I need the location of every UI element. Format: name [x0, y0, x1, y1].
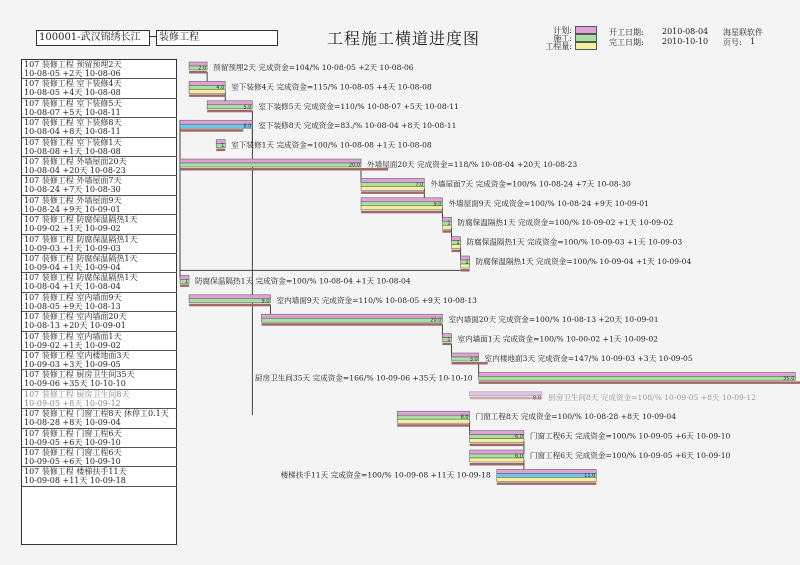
end-date: 2010-10-10: [662, 37, 709, 46]
start-date-label: 开工日期:: [609, 28, 644, 37]
task-bar-label: 室下装修8天 完成资金=83./% 10-08-04 +8天 10-08-11: [258, 121, 457, 131]
task-bar-quantity: [361, 206, 442, 210]
task-bar-actual: [361, 202, 442, 206]
task-title: 107 装修工程 外墙屋面7天: [24, 176, 122, 186]
task-bar-plan: [470, 392, 542, 396]
task-dates: 10-08-28 +8天 10-09-04: [24, 418, 121, 428]
task-bar-blue: [497, 473, 597, 477]
task-bar-value: 20.0: [430, 317, 442, 324]
task-progress-bar: [216, 149, 225, 152]
task-bar-value: 20.0: [348, 162, 360, 169]
task-bar-label: 门窗工程8天 完成资金=100/% 10-08-28 +8天 10-09-04: [475, 412, 677, 422]
task-bar-value: 6.0: [514, 453, 523, 460]
task-bar-value: 9.0: [261, 298, 270, 305]
task-progress-bar: [442, 230, 451, 233]
task-dates: 10-09-08 +11天 10-09-18: [24, 476, 126, 486]
task-bar-quantity: [397, 419, 469, 423]
task-bar-actual: [189, 299, 270, 303]
task-progress-bar: [261, 323, 442, 326]
task-progress-bar: [497, 482, 597, 485]
task-title: 107 装修工程 外墙屋面9天: [24, 195, 122, 205]
task-bar-value: 2.0: [198, 65, 207, 72]
task-bar-label: 外墙屋面9天 完成资金=100/% 10-08-24 +9天 10-09-01: [448, 198, 649, 208]
task-bar-value: 6.0: [514, 434, 523, 441]
page-label: 页号:: [723, 38, 742, 47]
task-bar-label: 室内墙面20天 完成资金=100/% 10-08-13 +20天 10-09-01: [448, 315, 659, 325]
task-bar-label: 室内楼地面3天 完成资金=147/% 10-09-03 +3天 10-09-05: [484, 354, 693, 363]
task-progress-bar: [189, 94, 225, 97]
task-title: 107 装修工程 外墙屋面20天: [24, 157, 127, 166]
task-dates: 10-09-05 +8天 10-09-12: [24, 398, 121, 408]
task-dates: 10-09-06 +35天 10-10-10: [24, 379, 126, 389]
task-title: 107 装修工程 室下装修4天: [24, 79, 122, 89]
task-bar-plan: [180, 120, 252, 124]
project-code-box: 100001-武汉锦绣长江: [36, 30, 150, 46]
task-dates: 10-08-05 +4天 10-08-08: [24, 88, 121, 98]
task-title: 107 装修工程 厨房卫生间8天: [24, 389, 130, 399]
task-bar-plan: [497, 469, 597, 473]
task-title: 107 装修工程 防腐保温隔热1天: [24, 234, 138, 244]
task-title: 107 装修工程 厨房卫生间35天: [24, 370, 135, 380]
task-bar-actual: [261, 318, 442, 322]
task-title: 107 装修工程 防腐保温隔热1天: [24, 215, 138, 225]
task-title: 107 装修工程 室内楼地面3天: [24, 351, 130, 360]
task-title: 107 装修工程 室内墙面9天: [24, 292, 122, 302]
task-bar-actual: [479, 376, 796, 380]
legend-label-quantity: 工程量:: [545, 42, 572, 51]
task-bar-quantity: [497, 477, 597, 481]
task-bar-value: 1: [447, 337, 451, 344]
task-dates: 10-08-07 +5天 10-08-11: [24, 107, 121, 117]
task-progress-bar: [442, 343, 451, 346]
task-progress-bar: [189, 304, 270, 307]
task-progress-bar: [452, 250, 461, 253]
task-progress-bar: [189, 71, 207, 74]
task-bar-blue: [180, 124, 252, 128]
section-name: 装修工程: [159, 32, 199, 43]
task-bar-value: 35.0: [783, 375, 795, 382]
task-bar-value: 1: [465, 259, 469, 266]
task-title: 107 装修工程 室内墙面1天: [24, 331, 122, 341]
software-name: 海星联软件: [723, 28, 763, 37]
task-dates: 10-08-24 +7天 10-08-30: [24, 185, 121, 195]
task-progress-bar: [180, 129, 243, 132]
end-date-label: 完工日期:: [609, 38, 644, 47]
task-bar-label: 防腐保温隔热1天 完成资金=100/% 10-08-04 +1天 10-08-04: [195, 276, 411, 286]
task-bar-value: 8.0: [243, 123, 252, 130]
task-progress-bar: [207, 110, 252, 113]
task-bar-value: 1: [456, 240, 460, 247]
task-bar-plan: [189, 295, 270, 299]
task-progress-bar: [361, 191, 424, 194]
task-bar-label: 门窗工程6天 完成资金=100/% 10-09-05 +6天 10-09-10: [529, 431, 731, 441]
page-number: 1: [750, 37, 756, 46]
task-bar-label: 室下装修1天 完成资金=100/% 10-08-08 +1天 10-08-08: [231, 140, 432, 150]
task-dates: 10-09-05 +6天 10-09-10: [24, 437, 121, 447]
task-title: 107 装修工程 防腐保温隔热1天: [24, 273, 138, 283]
task-dates: 10-09-05 +6天 10-09-10: [24, 457, 121, 466]
task-bar-label: 楼梯扶手11天 完成资金=100/% 10-09-08 +11天 10-09-18: [280, 470, 491, 480]
task-bar-plan: [180, 159, 361, 163]
task-bar-value: 11.0: [584, 472, 596, 479]
legend-label-plan: 计划:: [553, 26, 572, 35]
task-bar-value: 4.0: [216, 84, 225, 91]
task-bar-plan: [397, 411, 469, 415]
task-bar-value: 1: [447, 220, 451, 227]
task-bar-label: 室下装修5天 完成资金=110/% 10-08-07 +5天 10-08-11: [258, 101, 459, 111]
task-bar-value: 3.0: [469, 356, 478, 363]
task-bar-value: 8.0: [460, 414, 469, 421]
task-progress-bar: [397, 424, 469, 427]
task-bar-value: 9.0: [433, 201, 442, 208]
task-dates: 10-09-02 +1天 10-09-02: [24, 340, 121, 350]
task-bar-plan: [361, 198, 442, 202]
task-progress-bar: [180, 168, 388, 171]
task-progress-bar: [180, 284, 189, 287]
task-dates: 10-09-03 +3天 10-09-05: [24, 360, 121, 369]
task-bar-label: 厨房卫生间8天 完成资金=108/% 10-09-05 +8天 10-09-12: [548, 392, 757, 402]
task-progress-bar: [452, 362, 488, 365]
task-bar-label: 外墙屋面20天 完成资金=118/% 10-08-04 +20天 10-08-23: [367, 160, 578, 169]
task-bar-label: 室内墙面1天 完成资金=100/% 10-00-02 +1天 10-09-02: [457, 334, 658, 344]
task-bar-label: 预留预埋2天 完成资金=104/% 10-08-05 +2天 10-08-06: [213, 63, 414, 72]
task-bar-actual: [180, 163, 361, 167]
task-bar-label: 室内墙面9天 完成资金=110/% 10-08-05 +9天 10-08-13: [276, 295, 477, 305]
task-dates: 10-08-04 +1天 10-08-04: [24, 282, 121, 292]
task-bar-label: 室下装修4天 完成资金=115/% 10-08-05 +4天 10-08-08: [231, 82, 432, 92]
task-dates: 10-08-05 +2天 10-08-06: [24, 69, 121, 78]
project-code: 100001: [39, 32, 78, 43]
task-bar-value: 1: [184, 278, 189, 285]
task-progress-bar: [461, 269, 470, 272]
task-dates: 10-08-08 +1天 10-08-08: [24, 146, 121, 156]
task-bar-label: 防腐保温隔热1天 完成资金=100/% 10-09-03 +1天 10-09-03: [466, 237, 683, 247]
task-bar-label: 防腐保温隔热1天 完成资金=100/% 10-09-02 +1天 10-09-02: [457, 218, 674, 228]
task-bar-label: 外墙屋面7天 完成资金=100/% 10-08-24 +7天 10-08-30: [430, 179, 631, 189]
page-title: 工程施工横道进度图: [327, 29, 481, 48]
task-bar-value: 1: [221, 143, 225, 150]
task-title: 107 装修工程 室下装修8天: [24, 118, 122, 128]
task-title: 107 装修工程 室下装修5天: [24, 98, 122, 108]
task-title: 107 装修工程 门窗工程8天 休停工0.1天: [24, 409, 169, 419]
task-dates: 10-09-02 +1天 10-09-02: [24, 224, 121, 234]
task-dates: 10-08-24 +9天 10-09-01: [24, 204, 121, 214]
task-bar-value: 7.0: [415, 181, 424, 188]
task-title: 107 装修工程 预留预埋2天: [24, 60, 122, 69]
task-title: 107 装修工程 室下装修1天: [24, 137, 122, 147]
task-progress-bar: [470, 463, 524, 466]
task-progress-bar: [479, 381, 800, 384]
task-dates: 10-08-05 +9天 10-08-13: [24, 301, 121, 311]
task-dates: 10-09-04 +1天 10-09-04: [24, 263, 121, 272]
task-progress-bar: [470, 397, 542, 400]
task-bar-label: 门窗工程6天 完成资金=100/% 10-09-05 +6天 10-09-10: [529, 451, 731, 460]
legend-label-actual: 施工:: [553, 34, 572, 43]
task-title: 107 装修工程 楼梯扶手11天: [24, 467, 127, 477]
task-dates: 10-08-13 +20天 10-09-01: [24, 321, 126, 331]
start-date: 2010-08-04: [662, 27, 709, 36]
task-bar-label: 防腐保温隔热1天 完成资金=100/% 10-09-04 +1天 10-09-04: [475, 257, 692, 266]
task-bar-value: 5.0: [243, 104, 252, 111]
task-bar-actual: [397, 415, 469, 419]
task-title: 107 装修工程 门窗工程6天: [24, 428, 122, 438]
task-progress-bar: [361, 211, 442, 214]
task-title: 107 装修工程 室内墙面20天: [24, 312, 127, 322]
task-dates: 10-08-04 +20天 10-08-23: [24, 166, 126, 175]
task-bar-plan: [479, 372, 796, 376]
task-progress-bar: [470, 444, 524, 447]
task-bar-plan: [261, 314, 442, 318]
project-name: 武汉锦绣长江: [80, 32, 141, 43]
task-bar-label: 厨房卫生间35天 完成资金=166/% 10-09-06 +35天 10-10-10: [254, 373, 473, 383]
task-dates: 10-08-04 +8天 10-08-11: [24, 127, 121, 137]
task-title: 107 装修工程 防腐保温隔热1天: [24, 254, 138, 263]
task-dates: 10-09-03 +1天 10-09-03: [24, 243, 121, 253]
task-title: 107 装修工程 门窗工程6天: [24, 448, 122, 457]
